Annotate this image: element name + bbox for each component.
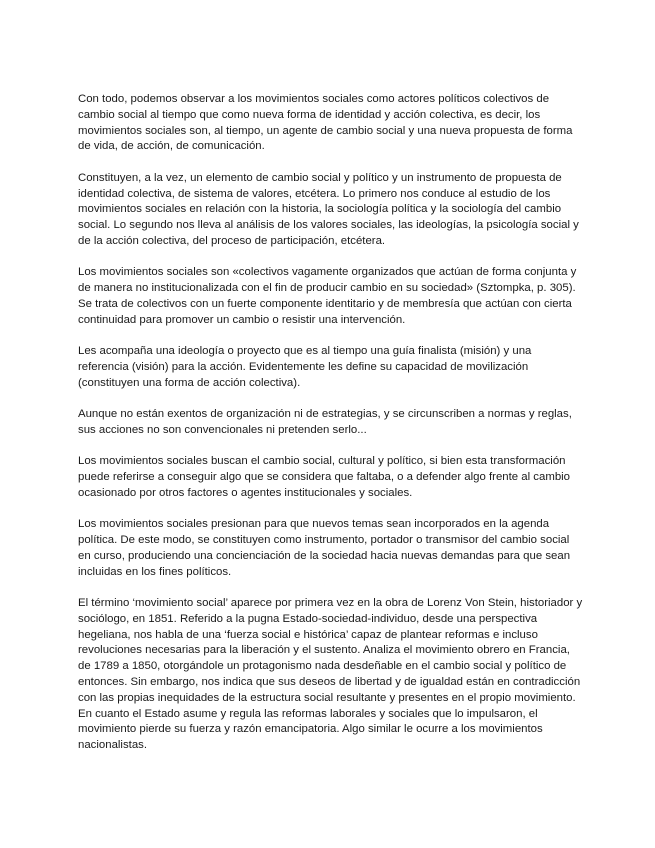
paragraph-6: Los movimientos sociales buscan el cambio social, cultural y político, si bien esta transformación puede referirse a conseguir algo que se considera que faltaba, o a defender algo frente al cambio ocasionado por otros factores o agentes institucionales y sociales.	[78, 455, 571, 499]
paragraph-1: Con todo, podemos observar a los movimientos sociales como actores políticos colectivos de cambio social al tiempo que como nueva forma de identidad y acción colectiva, es decir, los movimientos sociales son, al tiempo, un agente de cambio social y una nueva propuesta de forma de vida, de acción, de comunicación.	[78, 93, 573, 153]
paragraph-7: Los movimientos sociales presionan para que nuevos temas sean incorporados en la agenda política. De este modo, se constituyen como instrumento, portador o transmisor del cambio social en curso, produciendo una concienciación de la sociedad hacia nuevas demandas para que sean incluidas en los fines políticos.	[78, 518, 571, 578]
paragraph-2: Constituyen, a la vez, un elemento de cambio social y político y un instrumento de propuesta de identidad colectiva, de sistema de valores, etcétera. Lo primero nos conduce al estudio de los movimientos sociales en relación con la historia, la sociología política y la sociología del cambio social. Lo segundo nos lleva al análisis de los valores sociales, las ideologías, la psicología social y de la acción colectiva, del proceso de participación, etcétera.	[78, 171, 579, 247]
paragraph-4: Les acompaña una ideología o proyecto que es al tiempo una guía finalista (misión) y una referencia (visión) para la acción. Evidentemente les define su capacidad de movilización (constituyen una forma de acción colectiva).	[78, 345, 532, 389]
document-body	[78, 92, 583, 770]
paragraph-5: Aunque no están exentos de organización ni de estrategias, y se circunscriben a normas y reglas, sus acciones no son convencionales ni pretenden serlo...	[78, 408, 572, 436]
paragraph-8: El término ‘movimiento social’ aparece por primera vez en la obra de Lorenz Von Stein, historiador y sociólogo, en 1851. Referido a la pugna Estado-sociedad-individuo, desde una perspectiva hegeliana, nos habla de una ‘fuerza social e histórica’ capaz de plantear reformas e incluso revoluciones necesarias para la liberación y el sustento. Analiza el movimiento obrero en Francia, de 1789 a 1850, otorgándole un protagonismo nada desdeñable en el cambio social y político de entonces. Sin embargo, nos indica que sus deseos de libertad y de igualdad están en contradicción con las propias inequidades de la estructura social resultante y presentes en el propio movimiento. En cuanto el Estado asume y regula las reformas laborales y sociales que lo impulsaron, el movimiento pierde su fuerza y razón emancipatoria. Algo similar le ocurre a los movimientos nacionalistas.	[78, 597, 583, 752]
paragraph-3: Los movimientos sociales son «colectivos vagamente organizados que actúan de forma conjunta y de manera no institucionalizada con el fin de producir cambio en su sociedad» (Sztompka, p. 305). Se trata de colectivos con un fuerte componente identitario y de membresía que actúan con cierta continuidad para promover un cambio o resistir una intervención.	[78, 266, 577, 326]
